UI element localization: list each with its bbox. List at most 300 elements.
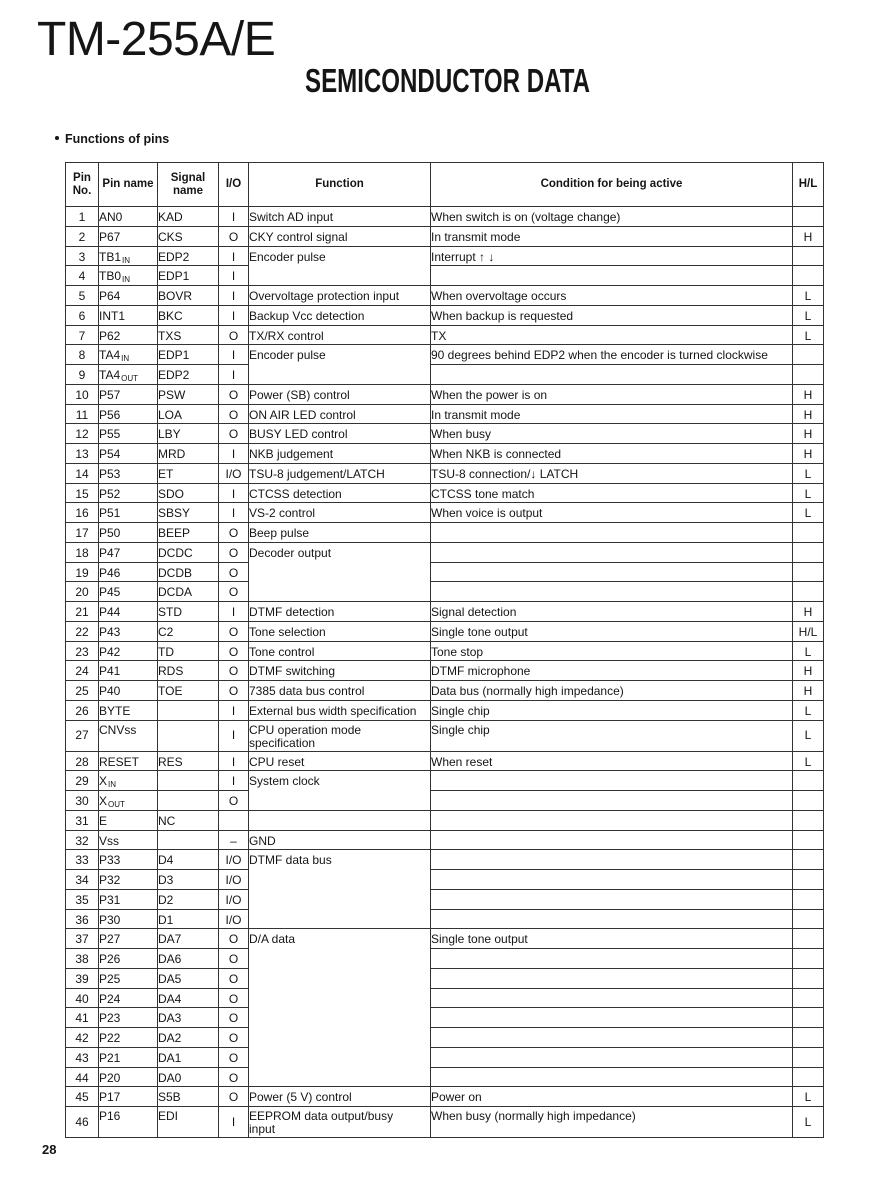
pin-name-subscript: OUT xyxy=(108,800,125,809)
condition-cell xyxy=(431,949,793,969)
signal-name-cell: SDO xyxy=(158,483,219,503)
pin-name: P43 xyxy=(99,624,121,639)
pin-name-cell xyxy=(99,621,158,641)
pin-number-cell: 29 xyxy=(66,771,99,791)
hl-cell: L xyxy=(793,751,824,771)
pin-name: CNVss xyxy=(99,722,137,737)
pin-number-cell: 18 xyxy=(66,542,99,562)
pin-number-cell: 37 xyxy=(66,929,99,949)
io-cell: O xyxy=(219,1047,249,1067)
table-row xyxy=(66,909,824,929)
io-cell: I/O xyxy=(219,870,249,890)
condition-cell xyxy=(431,771,793,791)
condition-cell xyxy=(431,968,793,988)
function-cell: CPU operation mode specification xyxy=(249,720,431,751)
pin-name-subscript: IN xyxy=(108,780,117,790)
condition-cell xyxy=(431,1028,793,1048)
pin-name: E xyxy=(99,813,108,828)
signal-name-cell: LOA xyxy=(158,404,219,424)
hl-cell: H xyxy=(793,424,824,444)
pin-functions-table xyxy=(65,162,824,1138)
pin-name: TB1 xyxy=(99,249,122,264)
condition-cell xyxy=(431,1047,793,1067)
pin-name-cell xyxy=(99,523,158,543)
signal-name-cell: EDP2 xyxy=(158,246,219,266)
pin-name: P30 xyxy=(99,912,121,927)
pin-number-cell: 12 xyxy=(66,424,99,444)
table-row xyxy=(66,246,824,266)
header-pin-name: Pin name xyxy=(99,163,158,207)
condition-cell xyxy=(431,523,793,543)
pin-name: P64 xyxy=(99,289,121,303)
table-row xyxy=(66,424,824,444)
signal-name-cell: TXS xyxy=(158,325,219,345)
condition-cell: When backup is requested xyxy=(431,305,793,325)
header-hl: H/L xyxy=(793,163,824,207)
table-row xyxy=(66,207,824,227)
pin-number-cell: 5 xyxy=(66,286,99,306)
signal-name-cell: STD xyxy=(158,602,219,622)
io-cell: O xyxy=(219,523,249,543)
hl-cell xyxy=(793,246,824,266)
pin-number-cell: 11 xyxy=(66,404,99,424)
io-cell: O xyxy=(219,929,249,949)
hl-cell: L xyxy=(793,483,824,503)
hl-cell xyxy=(793,791,824,811)
hl-cell xyxy=(793,1008,824,1028)
condition-cell xyxy=(431,562,793,582)
pin-number-cell: 8 xyxy=(66,345,99,365)
header-signal-name: Signal name xyxy=(158,163,219,207)
hl-cell: H/L xyxy=(793,621,824,641)
function-cell: Switch AD input xyxy=(249,207,431,227)
hl-cell: H xyxy=(793,661,824,681)
io-cell: I xyxy=(219,207,249,227)
function-cell: Tone control xyxy=(249,641,431,661)
table-row xyxy=(66,681,824,701)
signal-name-cell: DCDC xyxy=(158,542,219,562)
signal-name-cell xyxy=(158,771,219,791)
condition-cell: When overvoltage occurs xyxy=(431,286,793,306)
io-cell: O xyxy=(219,681,249,701)
io-cell: O xyxy=(219,1087,249,1107)
table-row xyxy=(66,1028,824,1048)
pin-number-cell: 16 xyxy=(66,503,99,523)
pin-name: TB0 xyxy=(99,269,122,284)
function-cell: Power (SB) control xyxy=(249,384,431,404)
pin-number-cell: 6 xyxy=(66,305,99,325)
io-cell: O xyxy=(219,404,249,424)
hl-cell xyxy=(793,949,824,969)
function-cell: 7385 data bus control xyxy=(249,681,431,701)
table-header-row xyxy=(66,163,824,207)
function-cell: NKB judgement xyxy=(249,444,431,464)
signal-name-cell: RDS xyxy=(158,661,219,681)
signal-name-cell: D1 xyxy=(158,909,219,929)
condition-cell xyxy=(431,266,793,286)
pin-name: P62 xyxy=(99,328,121,343)
condition-cell xyxy=(431,850,793,870)
function-cell: CPU reset xyxy=(249,751,431,771)
header-function: Function xyxy=(249,163,431,207)
signal-name-cell: KAD xyxy=(158,207,219,227)
bullet-icon xyxy=(55,136,59,140)
condition-cell xyxy=(431,909,793,929)
condition-cell: Single chip xyxy=(431,720,793,751)
pin-name-cell xyxy=(99,207,158,227)
table-row xyxy=(66,305,824,325)
condition-cell: When busy xyxy=(431,424,793,444)
pin-name: TA4 xyxy=(99,368,121,382)
table-row xyxy=(66,988,824,1008)
pin-name: P42 xyxy=(99,644,121,659)
pin-name-cell xyxy=(99,1008,158,1028)
function-cell: External bus width specification xyxy=(249,700,431,720)
pin-name: INT1 xyxy=(99,308,126,323)
hl-cell: H xyxy=(793,384,824,404)
pin-name-subscript: IN xyxy=(122,255,131,265)
hl-cell: L xyxy=(793,700,824,720)
condition-cell xyxy=(431,582,793,602)
table-row xyxy=(66,791,824,811)
condition-cell xyxy=(431,1008,793,1028)
pin-number-cell: 36 xyxy=(66,909,99,929)
condition-cell xyxy=(431,870,793,890)
pin-name-cell xyxy=(99,929,158,949)
signal-name-cell: BKC xyxy=(158,305,219,325)
hl-cell xyxy=(793,542,824,562)
condition-cell xyxy=(431,830,793,850)
table-row xyxy=(66,523,824,543)
pin-name: P51 xyxy=(99,506,121,521)
condition-cell: In transmit mode xyxy=(431,226,793,246)
hl-cell xyxy=(793,810,824,830)
pin-number-cell: 22 xyxy=(66,621,99,641)
signal-name-cell: DCDA xyxy=(158,582,219,602)
hl-cell xyxy=(793,1028,824,1048)
pin-name: P53 xyxy=(99,466,121,481)
pin-number-cell: 35 xyxy=(66,889,99,909)
pin-name-cell xyxy=(99,1067,158,1087)
pin-name-cell xyxy=(99,582,158,602)
pin-number-cell: 13 xyxy=(66,444,99,464)
function-cell xyxy=(249,810,431,830)
hl-cell xyxy=(793,582,824,602)
hl-cell xyxy=(793,1047,824,1067)
hl-cell: L xyxy=(793,503,824,523)
table-row xyxy=(66,889,824,909)
hl-cell xyxy=(793,850,824,870)
io-cell: O xyxy=(219,384,249,404)
hl-cell xyxy=(793,909,824,929)
pin-name-cell xyxy=(99,1028,158,1048)
pin-number-cell: 7 xyxy=(66,325,99,345)
pin-name: P45 xyxy=(99,585,121,600)
signal-name-cell: DA1 xyxy=(158,1047,219,1067)
hl-cell xyxy=(793,929,824,949)
pin-name: P41 xyxy=(99,664,121,679)
pin-name-cell xyxy=(99,325,158,345)
pin-name: P16 xyxy=(99,1109,121,1123)
pin-name-cell xyxy=(99,463,158,483)
table-row xyxy=(66,325,824,345)
pin-name: RESET xyxy=(99,754,140,769)
hl-cell: L xyxy=(793,463,824,483)
function-cell: Encoder pulse xyxy=(249,345,431,385)
pin-number-cell: 44 xyxy=(66,1067,99,1087)
header-pin-no: Pin No. xyxy=(66,163,99,207)
pin-name: P26 xyxy=(99,952,121,966)
io-cell: O xyxy=(219,661,249,681)
hl-cell xyxy=(793,266,824,286)
signal-name-cell: EDP2 xyxy=(158,365,219,385)
header-io: I/O xyxy=(219,163,249,207)
table-row xyxy=(66,771,824,791)
pin-number-cell: 33 xyxy=(66,850,99,870)
pin-name-cell xyxy=(99,751,158,771)
io-cell: I xyxy=(219,720,249,751)
pin-name-cell xyxy=(99,791,158,811)
io-cell: I/O xyxy=(219,463,249,483)
pin-name-cell xyxy=(99,1087,158,1107)
table-row xyxy=(66,266,824,286)
pin-name-cell xyxy=(99,771,158,791)
signal-name-cell: RES xyxy=(158,751,219,771)
pin-number-cell: 27 xyxy=(66,720,99,751)
condition-cell: Power on xyxy=(431,1087,793,1107)
pin-name-cell xyxy=(99,681,158,701)
hl-cell: L xyxy=(793,720,824,751)
condition-cell: Interrupt ↑ ↓ xyxy=(431,246,793,266)
pin-name: P22 xyxy=(99,1031,121,1045)
pin-number-cell: 24 xyxy=(66,661,99,681)
condition-cell xyxy=(431,1067,793,1087)
pin-name: P31 xyxy=(99,892,121,907)
table-row xyxy=(66,1047,824,1067)
pin-number-cell: 32 xyxy=(66,830,99,850)
pin-number-cell: 17 xyxy=(66,523,99,543)
signal-name-cell: CKS xyxy=(158,226,219,246)
hl-cell: L xyxy=(793,1107,824,1138)
io-cell: I xyxy=(219,751,249,771)
signal-name-cell: EDP1 xyxy=(158,266,219,286)
hl-cell: L xyxy=(793,305,824,325)
pin-name-cell xyxy=(99,305,158,325)
condition-cell xyxy=(431,988,793,1008)
function-cell: TSU-8 judgement/LATCH xyxy=(249,463,431,483)
pin-number-cell: 43 xyxy=(66,1047,99,1067)
io-cell: O xyxy=(219,949,249,969)
io-cell: I xyxy=(219,1107,249,1138)
pin-number-cell: 9 xyxy=(66,365,99,385)
pin-name-cell xyxy=(99,424,158,444)
table-row xyxy=(66,810,824,830)
pin-name-cell xyxy=(99,542,158,562)
pin-name: P57 xyxy=(99,387,121,402)
io-cell: I xyxy=(219,365,249,385)
pin-number-cell: 19 xyxy=(66,562,99,582)
function-cell: Tone selection xyxy=(249,621,431,641)
condition-cell: When voice is output xyxy=(431,503,793,523)
pin-name-cell xyxy=(99,661,158,681)
pin-name-cell xyxy=(99,503,158,523)
hl-cell: H xyxy=(793,226,824,246)
subsection-heading xyxy=(55,131,169,147)
io-cell: O xyxy=(219,641,249,661)
condition-cell xyxy=(431,810,793,830)
table-row xyxy=(66,850,824,870)
signal-name-cell: D3 xyxy=(158,870,219,890)
hl-cell xyxy=(793,207,824,227)
hl-cell xyxy=(793,562,824,582)
pin-name-cell xyxy=(99,889,158,909)
hl-cell: H xyxy=(793,444,824,464)
pin-name-cell xyxy=(99,1107,158,1138)
function-cell: EEPROM data output/busy input xyxy=(249,1107,431,1138)
pin-name-cell xyxy=(99,345,158,365)
condition-cell: When the power is on xyxy=(431,384,793,404)
pin-name-cell xyxy=(99,830,158,850)
hl-cell: L xyxy=(793,641,824,661)
pin-number-cell: 30 xyxy=(66,791,99,811)
condition-cell: Single tone output xyxy=(431,621,793,641)
table-row xyxy=(66,365,824,385)
table-row xyxy=(66,483,824,503)
function-cell: Overvoltage protection input xyxy=(249,286,431,306)
table-row xyxy=(66,1067,824,1087)
table-row xyxy=(66,503,824,523)
io-cell xyxy=(219,810,249,830)
io-cell: O xyxy=(219,424,249,444)
signal-name-cell: MRD xyxy=(158,444,219,464)
function-cell: D/A data xyxy=(249,929,431,1087)
pin-name: P27 xyxy=(99,932,121,947)
table-row xyxy=(66,1008,824,1028)
pin-number-cell: 41 xyxy=(66,1008,99,1028)
table-body xyxy=(66,207,824,1138)
io-cell: – xyxy=(219,830,249,850)
io-cell: O xyxy=(219,988,249,1008)
pin-name-subscript: IN xyxy=(121,354,130,364)
table-row xyxy=(66,1107,824,1138)
pin-number-cell: 25 xyxy=(66,681,99,701)
pin-name: P54 xyxy=(99,447,121,461)
pin-name: P33 xyxy=(99,853,121,868)
pin-name: TA4 xyxy=(99,348,121,363)
pin-name-cell xyxy=(99,720,158,751)
io-cell: I xyxy=(219,266,249,286)
condition-cell: Single tone output xyxy=(431,929,793,949)
io-cell: I/O xyxy=(219,909,249,929)
pin-name: P40 xyxy=(99,684,121,698)
pin-name: P44 xyxy=(99,605,121,619)
function-cell: DTMF detection xyxy=(249,602,431,622)
table-row xyxy=(66,830,824,850)
pin-name: P46 xyxy=(99,565,121,580)
signal-name-cell: D4 xyxy=(158,850,219,870)
table-row xyxy=(66,870,824,890)
function-cell: DTMF data bus xyxy=(249,850,431,929)
hl-cell xyxy=(793,830,824,850)
pin-number-cell: 39 xyxy=(66,968,99,988)
table-row xyxy=(66,968,824,988)
signal-name-cell xyxy=(158,720,219,751)
table-row xyxy=(66,463,824,483)
io-cell: O xyxy=(219,791,249,811)
condition-cell: Signal detection xyxy=(431,602,793,622)
pin-name-cell xyxy=(99,404,158,424)
hl-cell: H xyxy=(793,404,824,424)
pin-name-cell xyxy=(99,365,158,385)
io-cell: O xyxy=(219,1008,249,1028)
pin-name: P24 xyxy=(99,991,121,1006)
pin-name-cell xyxy=(99,444,158,464)
table-row xyxy=(66,661,824,681)
pin-name-cell xyxy=(99,602,158,622)
pin-name-cell xyxy=(99,700,158,720)
signal-name-cell: NC xyxy=(158,810,219,830)
pin-number-cell: 28 xyxy=(66,751,99,771)
header-condition: Condition for being active xyxy=(431,163,793,207)
signal-name-cell: DA6 xyxy=(158,949,219,969)
signal-name-cell: PSW xyxy=(158,384,219,404)
io-cell: O xyxy=(219,968,249,988)
signal-name-cell: EDP1 xyxy=(158,345,219,365)
condition-cell: Tone stop xyxy=(431,641,793,661)
signal-name-cell: EDI xyxy=(158,1107,219,1138)
signal-name-cell xyxy=(158,700,219,720)
io-cell: O xyxy=(219,582,249,602)
pin-name-cell xyxy=(99,266,158,286)
pin-name: P32 xyxy=(99,873,121,887)
page-number: 28 xyxy=(42,1142,57,1157)
function-cell: ON AIR LED control xyxy=(249,404,431,424)
hl-cell xyxy=(793,771,824,791)
io-cell: I xyxy=(219,345,249,365)
pin-number-cell: 21 xyxy=(66,602,99,622)
hl-cell xyxy=(793,870,824,890)
pin-number-cell: 46 xyxy=(66,1107,99,1138)
pin-name-cell xyxy=(99,870,158,890)
pin-name: P21 xyxy=(99,1050,121,1065)
table-row xyxy=(66,621,824,641)
pin-number-cell: 40 xyxy=(66,988,99,1008)
table-row xyxy=(66,404,824,424)
table-row xyxy=(66,384,824,404)
signal-name-cell: ET xyxy=(158,463,219,483)
pin-name: P25 xyxy=(99,971,121,986)
signal-name-cell: S5B xyxy=(158,1087,219,1107)
table-row xyxy=(66,720,824,751)
pin-name: X xyxy=(99,794,108,808)
hl-cell xyxy=(793,345,824,365)
pin-name-cell xyxy=(99,384,158,404)
io-cell: I xyxy=(219,305,249,325)
pin-name: P50 xyxy=(99,526,121,540)
table-row xyxy=(66,641,824,661)
table-row xyxy=(66,949,824,969)
hl-cell: H xyxy=(793,681,824,701)
io-cell: I xyxy=(219,246,249,266)
function-cell: CKY control signal xyxy=(249,226,431,246)
pin-name: Vss xyxy=(99,833,120,848)
pin-name-cell xyxy=(99,483,158,503)
condition-cell: When busy (normally high impedance) xyxy=(431,1107,793,1138)
condition-cell: In transmit mode xyxy=(431,404,793,424)
pin-number-cell: 34 xyxy=(66,870,99,890)
signal-name-cell: LBY xyxy=(158,424,219,444)
condition-cell xyxy=(431,889,793,909)
